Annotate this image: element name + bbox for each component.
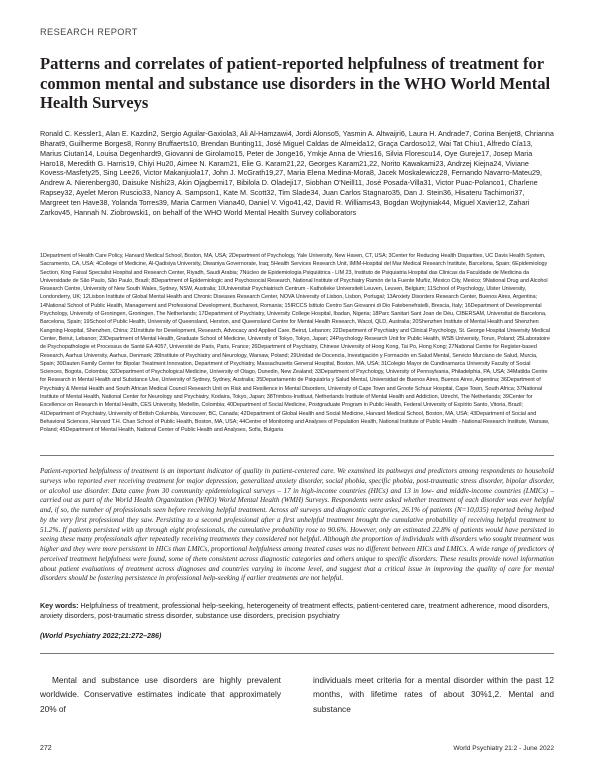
page-number: 272: [40, 745, 52, 752]
divider-top: [40, 455, 554, 456]
divider-bottom: [40, 653, 554, 654]
journal-footer: World Psychiatry 21:2 - June 2022: [453, 745, 554, 752]
keywords: [40, 602, 554, 632]
keywords-label: Key words:: [40, 602, 79, 610]
author-list: Ronald C. Kessler1, Alan E. Kazdin2, Sergio Aguilar-Gaxiola3, Ali Al-Hamzawi4, Jordi Alonso5, Yasmin A. Altwaijri6, Laura H. Andrade7, Corina Benjet8, Chrianna Bharat9, Guilherme Borges8, Ronny Bruffaerts10, Brendan Bunting11, José Miguel Caldas de Almeida12, Graça Cardoso12, Wai Tat Chiu1, Alfredo Cía13, Marius Ciutan14, Louisa Degenhardt9, Giovanni de Girolamo15, Peter de Jonge16, Ymkje Anna de Vries16, Silvia Florescu14, Oye Gureje17, Josep Maria Haro18, Meredith G. Harris19, Chiyi Hu20, Aimee N. Karam21, Elie G. Karam21,22, Georges Karam21,22, Norito Kawakami23, Andrzej Kiejna24, Viviane Kovess-Masfety25, Sing Lee26, Victor Makanjuola17, John J. McGrath19,27, Maria Elena Medina-Mora8, Jacek Moskalewicz28, Fernando Navarro-Mateu29, Andrew A. Nierenberg30, Daisuke Nishi23, Akin Ojagbemi17, Bibilola D. Oladeji17, Siobhan O'Neill11, José Posada-Villa31, Victor Puac-Polanco1, Charlene Rapsey32, Ayelet Meron Ruscio33, Nancy A. Sampson1, Kate M. Scott32, Tim Slade34, Juan Carlos Stagnaro35, Dan J. Stein36, Hisateru Tachimori37, Margreet ten Have38, Yolanda Torres39, Maria Carmen Viana40, Daniel V. Vigo41,42, David R. Williams43, Bogdan Wojtyniak44, Miguel Xavier12, Zahari Zarkov45, Hannah N. Ziobrowski1, on behalf of the WHO World Mental Health Survey collaborators: [40, 129, 554, 217]
keywords-text: Helpfulness of treatment, professional help-seeking, heterogeneity of treatment effects, patient-centered care, treatment adherence, mood disorders, anxiety disorders, post-traumatic stress disorder, substance use disorders, precision psychiatry: [40, 602, 550, 620]
body-column-right: individuals meet criteria for a mental disorder within the past 12 months, with lifetime rates of about 30%1,2. Mental and substance: [313, 675, 554, 714]
section-label: RESEARCH REPORT: [40, 27, 138, 37]
citation: (World Psychiatry 2022;21:272–286): [40, 632, 162, 640]
article-title: Patterns and correlates of patient-reported helpfulness of treatment for common mental and substance use disorders in the WHO World Mental Health Surveys: [40, 54, 551, 112]
abstract: Patient-reported helpfulness of treatment is an important indicator of quality in patient-centered care. We examined its pathways and predictors among respondents to household surveys who reported ever receiving treatment for major depression, generalized anxiety disorder, social phobia, specific phobia, post-traumatic stress disorder, bipolar disorder, or alcohol use disorder. Data came from 30 community epidemiological surveys – 17 in high-income countries (HICs) and 13 in low- and middle-income countries (LMICs) – carried out as part of the World Health Organization (WHO) World Mental Health (WMH) Surveys. Respondents were asked whether treatment of each disorder was ever helpful and, if so, the number of professionals seen before receiving helpful treatment. Across all surveys and diagnostic categories, 26.1% of patients (N=10,035) reported being helped by the very first professional they saw. Persisting to a second professional after a first unhelpful treatment brought the cumulative probability of receiving helpful treatment to 51.2%. If patients persisted with up through eight professionals, the cumulative probability rose to 90.6%. However, only an estimated 22.8% of patients would have persisted in seeing these many professionals after repeatedly receiving treatments they considered not helpful. Although the proportion of individuals with disorders who sought treatment was higher and they were more persistent in HICs than LMICs, proportional helpfulness among treated cases was no different between HICs and LMICs. A wide range of predictors of perceived treatment helpfulness were found, some of them consistent across diagnostic categories and others unique to specific disorders. These results provide novel information about patient evaluations of treatment across diagnoses and countries varying in income level, and suggest that a critical issue in improving the quality of care for mental disorders should be fostering persistence in professional help-seeking if earlier treatments are not helpful.: [40, 467, 554, 583]
affiliations: 1Department of Health Care Policy, Harvard Medical School, Boston, MA, USA; 2Department of Psychology, Yale University, New Haven, CT, USA; 3Center for Reducing Health Disparities, UC Davis Health System, Sacramento, CA, USA; 4College of Medicine, Al-Qadisiya University, Diwaniya Governorate, Iraq; 5Health Services Research Unit, IMIM-Hospital del Mar Medical Research Institute, Barcelona, Spain; 6Epidemiology Section, King Faisal Specialist Hospital and Research Center, Riyadh, Saudi Arabia; 7Núcleo de Epidemiologia Psiquiátrica - LIM 23, Instituto de Psiquiatria Hospital das Clinicas da Faculdade de Medicina da Universidade de São Paulo, São Paulo, Brazil; 8Department of Epidemiologic and Psychosocial Research, National Institute of Psychiatry Ramón de la Fuente Muñiz, Mexico City, Mexico; 9National Drug and Alcohol Research Centre, University of New South Wales, Sydney, NSW, Australia; 10Universitair Psychiatrisch Centrum - Katholieke Universiteit Leuven, Leuven, Belgium; 11School of Psychology, Ulster University, Londonderry, UK; 12Lisbon Institute of Global Mental Health and Chronic Diseases Research Center, NOVA University of Lisbon, Lisbon, Portugal; 13Anxiety Disorders Research Center, Buenos Aires, Argentina; 14National School of Public Health, Management and Professional Development, Bucharest, Romania; 15IRCCS Istituto Centro San Giovanni di Dio Fatebenefratelli, Brescia, Italy; 16Department of Developmental Psychology, University of Groningen, Groningen, The Netherlands; 17Department of Psychiatry, University College Hospital, Ibadan, Nigeria; 18Parc Sanitari Sant Joan de Déu, CIBERSAM, Universitat de Barcelona, Barcelona, Spain; 19School of Public Health, University of Queensland, Herston, and Queensland Centre for Mental Health Research, Wacol, QLD, Australia; 20Shenzhen Institute of Mental Health and Shenzhen Kangning Hospital, Shenzhen, China; 21Institute for Development, Research, Advocacy and Applied Care, Beirut, Lebanon; 22Department of Psychiatry and Clinical Psychology, St. George Hospital University Medical Center, Beirut, Lebanon; 23Department of Mental Health, Graduate School of Medicine, University of Tokyo, Tokyo, Japan; 24Psychology Research Unit for Public Health, WSB University, Torun, Poland; 25Laboratoire de Psychopathologie et Processus de Santé EA 4057, Université de Paris, Paris, France; 26Department of Psychiatry, Chinese University of Hong Kong, Tai Po, Hong Kong; 27National Centre for Register-based Research, Aarhus University, Aarhus, Denmark; 28Institute of Psychiatry and Neurology, Warsaw, Poland; 29Unidad de Docencia, Investigación y Formación en Salud Mental, Servicio Murciano de Salud, Murcia, Spain; 30Dauten Family Center for Bipolar Treatment Innovation, Department of Psychiatry, Massachusetts General Hospital, Boston, MA, USA; 31Colegio Mayor de Cundinamarca University Faculty of Social Sciences, Bogota, Colombia; 32Department of Psychological Medicine, University of Otago, Dunedin, New Zealand; 33Department of Psychology, University of Pennsylvania, Philadelphia, PA, USA; 34Matilda Centre for Research in Mental Health and Substance Use, University of Sydney, Sydney, Australia; 35Departamento de Psiquiatría y Salud Mental, Universidad de Buenos Aires, Buenos Aires, Argentina; 36Department of Psychiatry & Mental Health and South African Medical Council Research Unit on Risk and Resilience in Mental Disorders, University of Cape Town and Groote Schuur Hospital, Cape Town, South Africa; 37National Institute of Mental Health, National Center for Neurology and Psychiatry, Kodaira, Tokyo, Japan; 38Trimbos-Instituut, Netherlands Institute of Mental Health and Addiction, Utrecht, The Netherlands; 39Center for Excellence on Research in Mental Health, CES University, Medellin, Colombia; 40Department of Social Medicine, Postgraduate Program in Public Health, Federal University of Espírito Santo, Vitoria, Brazil; 41Department of Psychiatry, University of British Columbia, Vancouver, BC, Canada; 42Department of Global Health and Social Medicine, Harvard Medical School, Boston, MA, USA; 43Department of Social and Behavioral Sciences, Harvard T.H. Chan School of Public Health, Boston, MA, USA; 44Centre of Monitoring and Analyses of Population Health, National Institute of Public Health - National Research Institute, Warsaw, Poland; 45Department of Mental Health, National Center of Public Health and Analyses, Sofia, Bulgaria: [40, 253, 550, 434]
body-column-left: Mental and substance use disorders are highly prevalent worldwide. Conservative estimates indicate that approximately 20% of: [40, 675, 281, 714]
